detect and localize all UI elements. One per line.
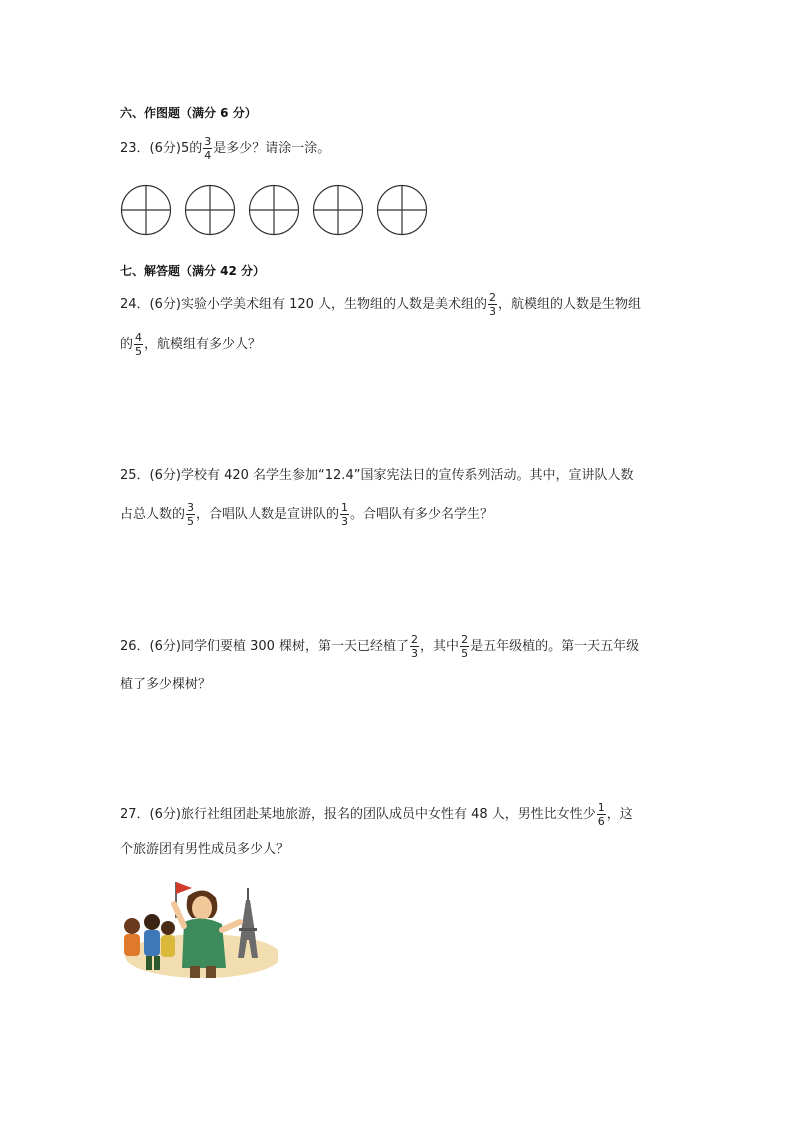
quartered-circle-3[interactable]	[248, 184, 300, 236]
question-27-line-2: 个旅游团有男性成员多少人？	[120, 842, 290, 857]
tour-group-illustration	[118, 878, 278, 980]
question-27	[120, 802, 680, 882]
question-26	[120, 634, 680, 714]
section-title-drawing: 六、作图题（满分 6 分）	[120, 106, 257, 120]
fraction: $\frac{1}{6}$	[597, 801, 605, 828]
fraction: $\frac{2}{3}$	[489, 291, 497, 318]
circle-row	[120, 184, 440, 240]
question-26-line-1: 26．(6分)同学们要植 300 棵树，第一天已经植了 $\frac{2}{3}$ ，其中 $\frac{2}{5}$ 是五年级植的。第一天五年级	[120, 633, 640, 660]
fraction-three-quarters: $\frac{3}{4}$	[204, 135, 212, 162]
question-25-line-2: 占总人数的 $\frac{3}{5}$ ，合唱队人数是宣讲队的 $\frac{1}{3}$ 。合唱队有多少名学生？	[120, 501, 494, 528]
quartered-circle-1[interactable]	[120, 184, 172, 236]
question-26-line-2: 植了多少棵树？	[120, 677, 212, 692]
quartered-circle-5[interactable]	[376, 184, 428, 236]
fraction: $\frac{4}{5}$	[135, 331, 143, 358]
question-24-line-1: 24．(6分)实验小学美术组有 120 人，生物组的人数是美术组的 $\frac{2}{3}$ ，航模组的人数是生物组	[120, 291, 642, 318]
fraction: $\frac{2}{5}$	[461, 633, 469, 660]
question-25-line-1: 25．(6分)学校有 420 名学生参加“12.4”国家宪法日的宣传系列活动。其中，宣讲队人数	[120, 468, 634, 483]
q23-prefix: 23．(6分)5的	[120, 141, 203, 156]
quartered-circle-4[interactable]	[312, 184, 364, 236]
question-24-line-2: 的 $\frac{4}{5}$ ，航模组有多少人？	[120, 331, 262, 358]
question-27-line-1: 27．(6分)旅行社组团赴某地旅游，报名的团队成员中女性有 48 人，男性比女性少 $\frac{1}{6}$ ，这	[120, 801, 633, 828]
question-24	[120, 292, 680, 372]
quartered-circle-2[interactable]	[184, 184, 236, 236]
fraction: $\frac{1}{3}$	[341, 501, 349, 528]
section-title-solutions: 七、解答题（满分 42 分）	[120, 264, 266, 278]
fraction: $\frac{3}{5}$	[187, 501, 195, 528]
question-23-line	[120, 136, 330, 161]
q23-suffix: 是多少？请涂一涂。	[213, 141, 331, 156]
fraction: $\frac{2}{3}$	[411, 633, 419, 660]
question-25	[120, 466, 680, 546]
